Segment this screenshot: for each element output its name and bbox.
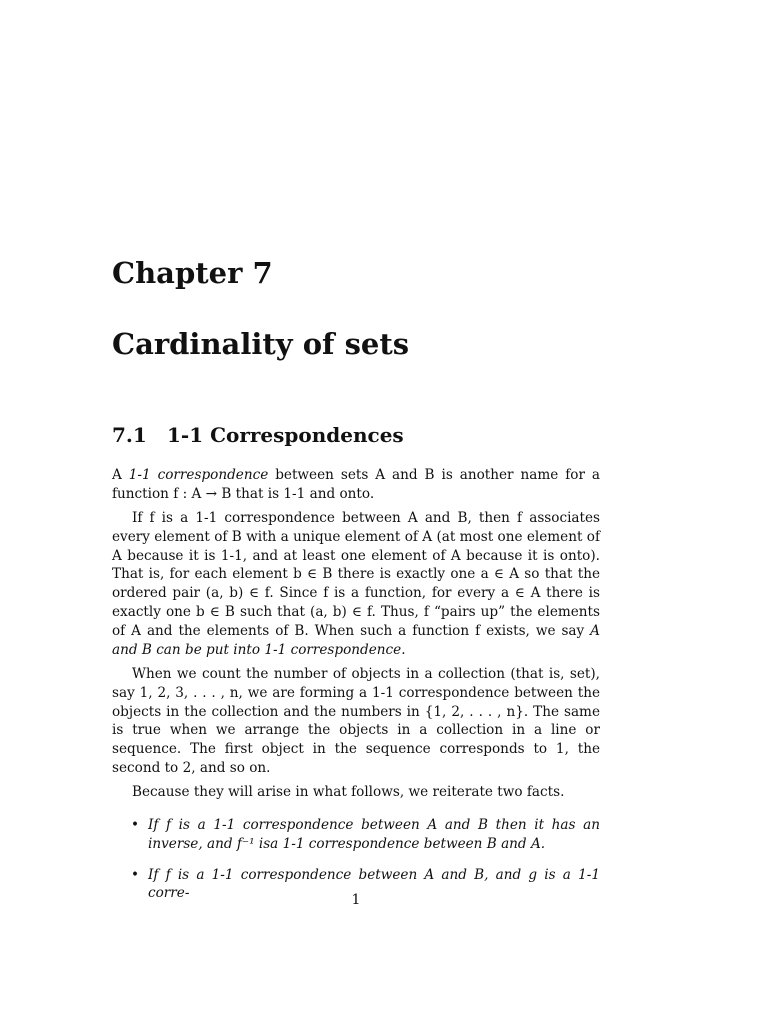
defined-term: 1-1 correspondence (128, 467, 269, 483)
paragraph-definition-rest: between sets A and B is another name for a function f : A → B that is 1-1 and onto. (112, 467, 601, 502)
section-number: 7.1 (112, 423, 147, 447)
emphasized-statement: A and B can be put into 1-1 correspondence. (112, 622, 600, 658)
list-item-text: If f is a 1-1 correspondence between A and B then it has an inverse, and f⁻¹ isa 1-1 correspondence between B and A. (148, 817, 600, 852)
paragraph-definition-lead: A (112, 467, 129, 483)
section-heading (112, 421, 404, 449)
list-item-text: If f is a 1-1 correspondence between A and B, and g is a 1-1 corre- (148, 866, 600, 902)
chapter-label: Chapter 7 (112, 256, 273, 290)
paragraph-explanation-text: If f is a 1-1 correspondence between A and B, then f associates every element of B with a unique element of A (at most one element of A because it is 1-1, and at least one element of A because it is onto). That is, for each element b ∈ B there is exactly one a ∈ A so that the ordered pair (a, b) ∈ f. Since f is a function, for every a ∈ A there is exactly one b ∈ B such that (a, b) ∈ f. Thus, f “pairs up” the elements of A and the elements of B. When such a function f exists, we say (112, 510, 600, 639)
paragraph-facts-intro: Because they will arise in what follows, we reiterate two facts. (132, 784, 565, 801)
bullet-icon: • (131, 866, 140, 883)
list-item (112, 816, 600, 854)
page-number: 1 (351, 892, 361, 908)
body-text (112, 466, 600, 915)
paragraph-definition (112, 466, 600, 504)
chapter-title: Cardinality of sets (112, 327, 410, 361)
paragraph-explanation (112, 509, 600, 659)
paragraph-counting: When we count the number of objects in a collection (that is, set), say 1, 2, 3, . . . , n, we are forming a 1-1 correspondence between the objects in the collection and the numbers in {1, 2, . . . , n}. The same is true when we arrange the objects in a collection in a line or sequence. The first object in the sequence corresponds to 1, the second to 2, and so on. (112, 665, 600, 776)
section-title: 1-1 Correspondences (167, 423, 404, 447)
bullet-icon: • (131, 817, 140, 834)
